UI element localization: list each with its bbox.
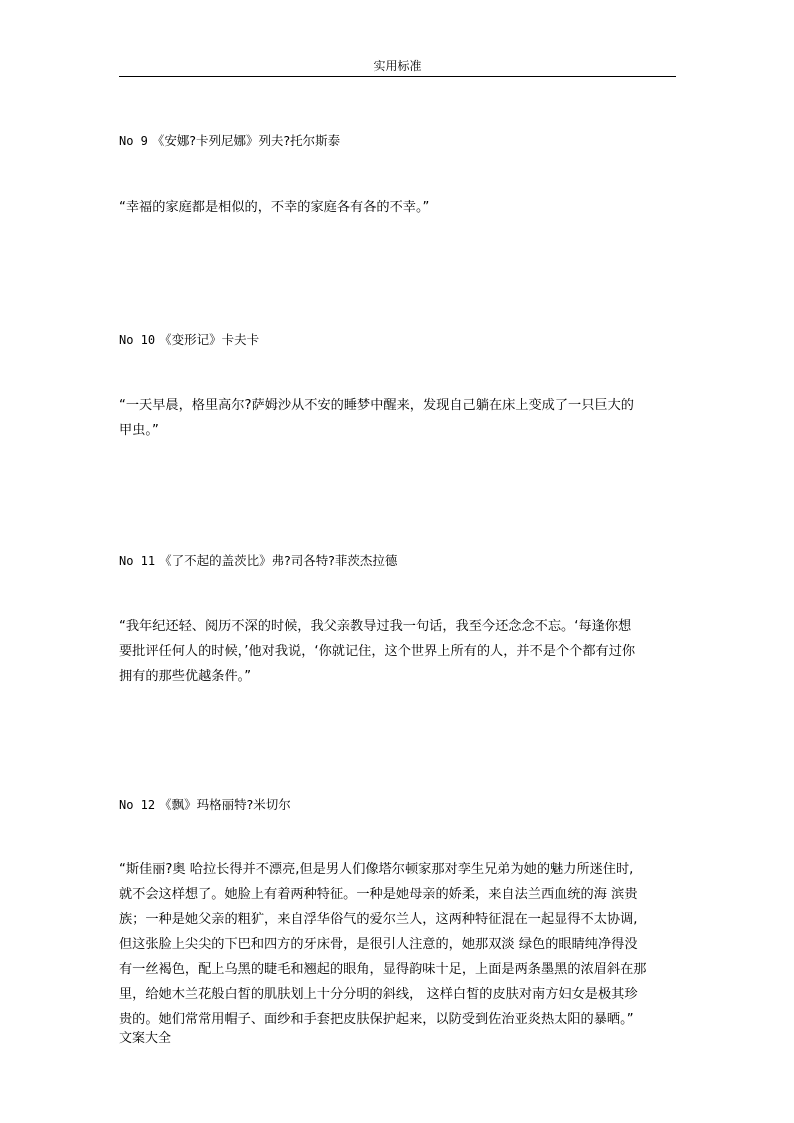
entry-heading-9 [119,133,340,149]
quote-line: 贵的。她们常常用帽子、面纱和手套把皮肤保护起来，以防受到佐治亚炎热太阳的暴晒。” [119,1012,634,1027]
quote-line: “幸福的家庭都是相似的，不幸的家庭各有各的不幸。” [119,200,430,215]
entry-quote-11 [119,614,677,689]
quote-line: “斯佳丽?奥 哈拉长得并不漂亮,但是男人们像塔尔顿家那对孪生兄弟为她的魅力所迷住时, [119,862,634,877]
entry-quote-10 [119,393,677,443]
quote-line: 但这张脸上尖尖的下巴和四方的牙床骨，是很引人注意的，她那双淡 绿色的眼睛纯净得没 [119,937,638,952]
quote-line: 族；一种是她父亲的粗犷，来自浮华俗气的爱尔兰人，这两种特征混在一起显得不太协调, [119,912,638,927]
entry-heading-10 [119,332,259,348]
quote-line: 要批评任何人的时候，’他对我说，‘你就记住，这个世界上所有的人，并不是个个都有过你 [119,644,636,659]
entry-number: No 12 [119,798,156,812]
entry-title: 《变形记》卡夫卡 [159,332,260,347]
page-header: 实用标准 [119,58,676,77]
quote-line: “我年纪还轻、阅历不深的时候，我父亲教导过我一句话，我至今还念念不忘。‘每逢你想 [119,619,632,634]
quote-line: 有一丝褐色，配上乌黑的睫毛和翘起的眼角，显得韵味十足，上面是两条墨黑的浓眉斜在那 [119,962,647,977]
entry-title: 《了不起的盖茨比》弗?司各特?菲茨杰拉德 [159,553,398,568]
entry-quote-9 [119,195,677,220]
entry-quote-12 [119,857,677,1032]
quote-line: “一天早晨，格里高尔?萨姆沙从不安的睡梦中醒来，发现自己躺在床上变成了一只巨大的 [119,398,634,413]
quote-line: 里，给她木兰花般白皙的肌肤划上十分分明的斜线， 这样白皙的皮肤对南方妇女是极其珍 [119,987,638,1002]
quote-line: 就不会这样想了。她脸上有着两种特征。一种是她母亲的娇柔，来自法兰西血统的海 滨贵 [119,887,638,902]
quote-line: 甲虫。” [119,423,159,438]
entry-number: No 11 [119,554,156,568]
entry-number: No 10 [119,333,156,347]
page-footer: 文案大全 [119,1031,172,1046]
entry-title: 《飘》玛格丽特?米切尔 [159,797,291,812]
entry-number: No 9 [119,134,148,148]
entry-heading-12 [119,797,291,813]
quote-line: 拥有的那些优越条件。” [119,669,252,684]
entry-heading-11 [119,553,397,569]
entry-title: 《安娜?卡列尼娜》列夫?托尔斯泰 [151,133,341,148]
